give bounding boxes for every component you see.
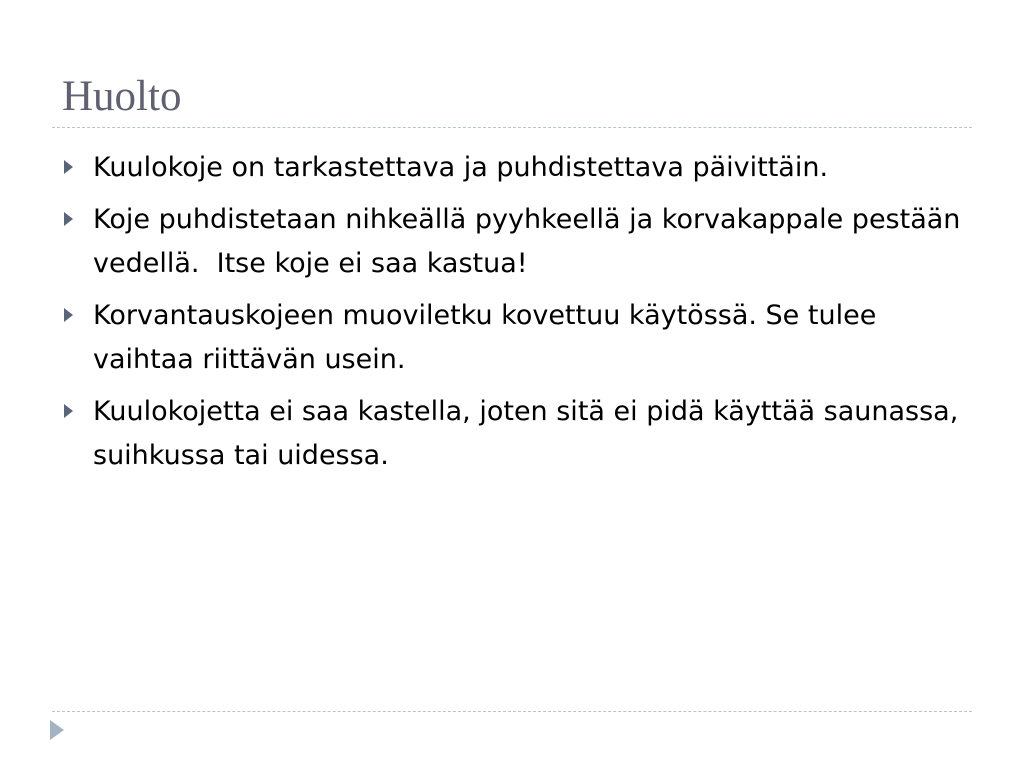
next-slide-arrow-icon[interactable] <box>50 720 64 740</box>
triangle-right-icon <box>64 308 73 322</box>
slide-title: Huolto <box>62 73 182 120</box>
title-divider <box>52 127 972 128</box>
bullet-text: Kuulokojetta ei saa kastella, joten sitä ei pidä käyttää saunassa, suihkussa tai uidessa. <box>93 396 959 471</box>
bullet-text: Koje puhdistetaan nihkeällä pyyhkeellä ja korvakappale pestään vedellä. Itse koje ei saa kastua! <box>93 204 970 279</box>
bullet-text: Korvantauskojeen muoviletku kovettuu käytössä. Se tulee vaihtaa riittävän usein. <box>93 300 877 375</box>
triangle-right-icon <box>64 212 73 226</box>
bullet-item <box>62 294 962 382</box>
footer-divider <box>52 711 972 712</box>
bullet-item <box>62 146 962 190</box>
triangle-right-icon <box>64 404 73 418</box>
bullet-item <box>62 390 962 478</box>
bullet-list <box>62 146 970 486</box>
triangle-right-icon <box>64 160 73 174</box>
bullet-text: Kuulokoje on tarkastettava ja puhdistettava päivittäin. <box>93 152 829 183</box>
bullet-item <box>62 198 970 286</box>
